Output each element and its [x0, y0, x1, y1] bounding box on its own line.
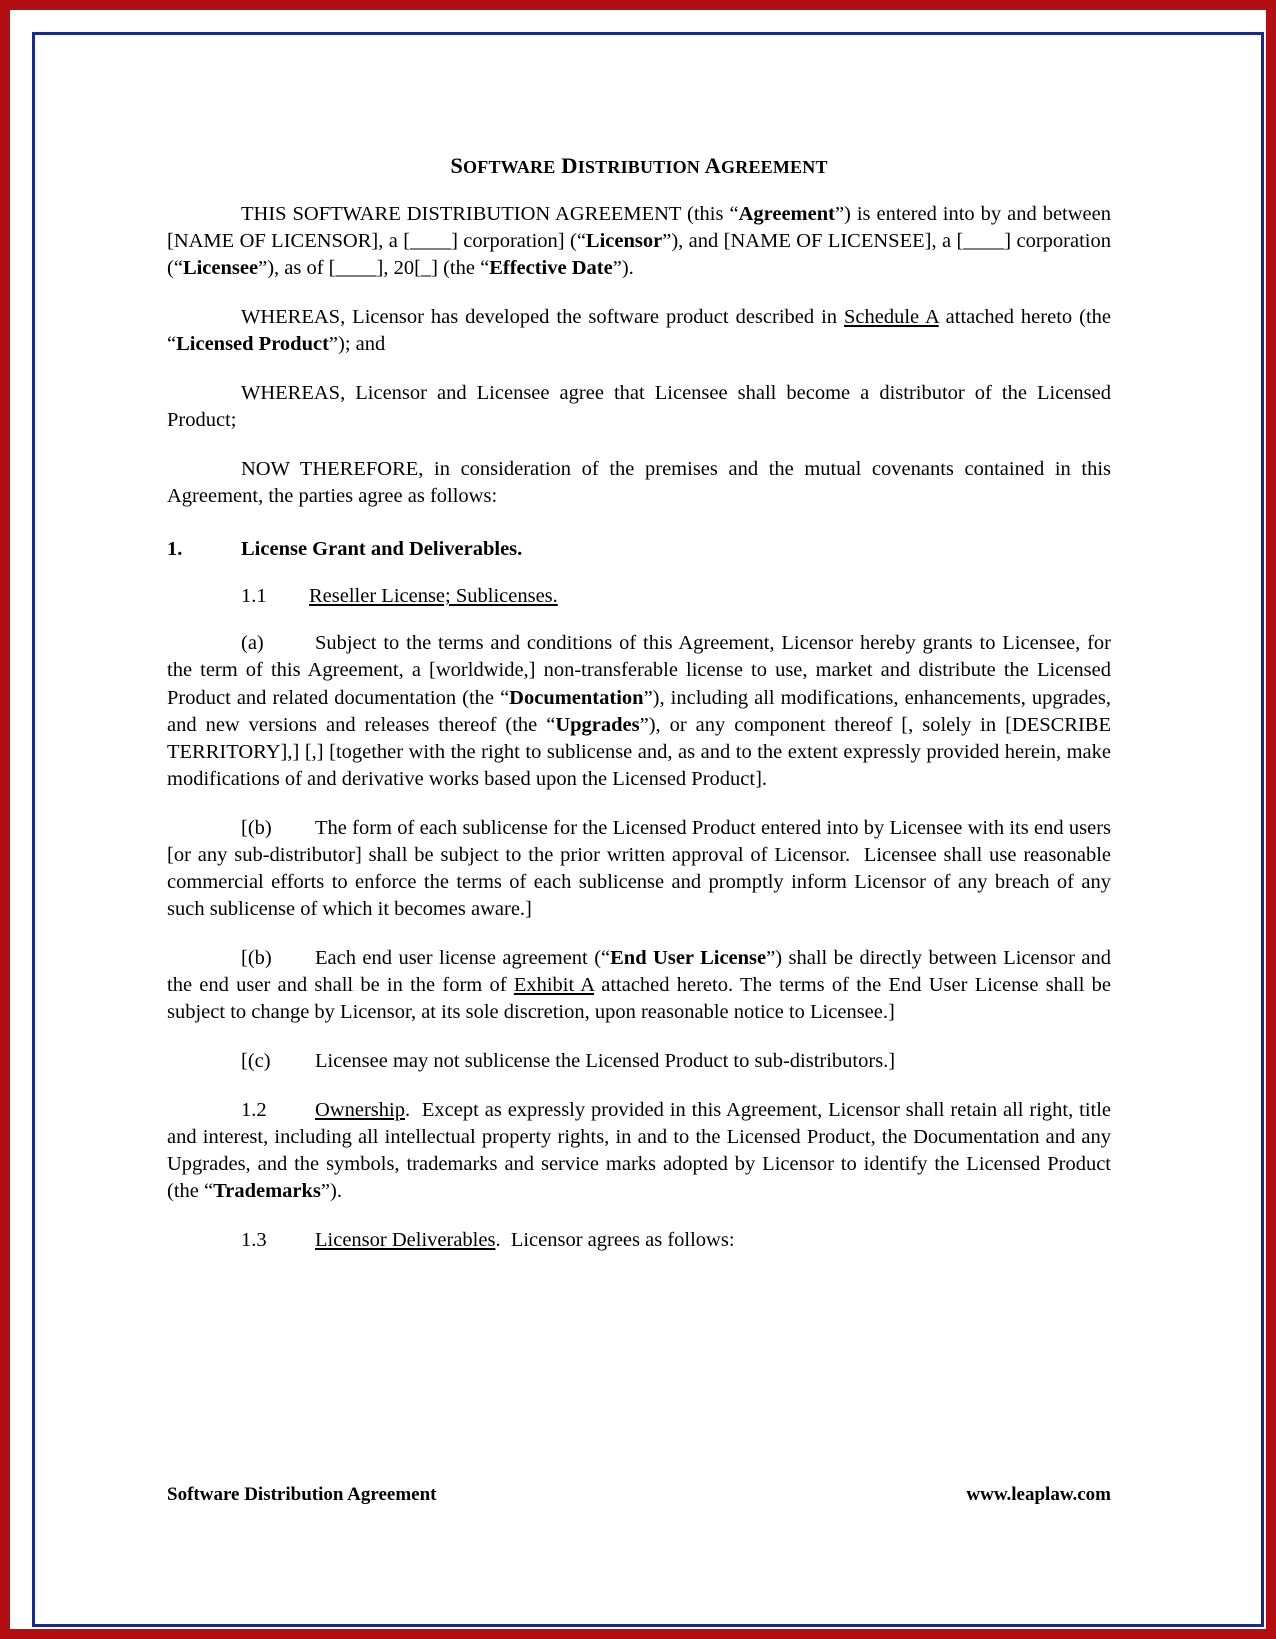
section-1-heading [167, 538, 1111, 561]
section-1-2-number: 1.2 [241, 1099, 267, 1122]
section-1-3-number: 1.3 [241, 1229, 267, 1252]
section-1-1-heading [167, 585, 1111, 608]
document-title: SOFTWARE DISTRIBUTION AGREEMENT [450, 153, 828, 178]
clause-a-label: (a) [241, 632, 264, 655]
page-footer [167, 1484, 1111, 1506]
section-1-3-title: Licensor Deliverables [315, 1229, 496, 1252]
clause-c-label: [(c) [241, 1050, 271, 1073]
clause-b-1-label: [(b) [241, 816, 272, 839]
section-1-title: License Grant and Deliverables. [241, 538, 523, 561]
clause-b-2: [(b) Each end user license agreement (“End User License”) shall be directly between Licensor and the end user and shall be in the form of Exhibit A attached hereto. The terms of the End User License shall be subject to change by Licensor, at its sole discretion, upon reasonable notice to Licensee.] [167, 946, 1112, 1023]
now-therefore-paragraph: NOW THEREFORE, in consideration of the premises and the mutual covenants contained in this Agreement, the parties agree as follows: [167, 458, 1111, 508]
section-1-1-number: 1.1 [241, 585, 267, 608]
document-sheet [35, 35, 1261, 1624]
whereas-paragraph-1: WHEREAS, Licensor has developed the software product described in Schedule A attached hereto (the “Licensed Product”); and [167, 306, 1111, 356]
section-1-3: 1.3 Licensor Deliverables. Licensor agrees as follows: [167, 1227, 1111, 1254]
clause-b-2-label: [(b) [241, 946, 272, 969]
page-inner-border [32, 32, 1264, 1627]
section-1-1-title: Reseller License; Sublicenses. [309, 585, 558, 608]
clause-c: [(c) Licensee may not sublicense the Licensed Product to sub-distributors.] [167, 1048, 1111, 1075]
clause-a: (a) Subject to the terms and conditions of this Agreement, Licensor hereby grants to Licensee, for the term of this Agreement, a [worldwide,] non-transferable license to use, market and distribute the Licensed Product and related documentation (the “Documentation”), including all modifications, enhancements, upgrades, and new versions and releases thereof (the “Upgrades”), or any component thereof [, solely in [DESCRIBE TERRITORY],] [,] [together with the right to sublicense and, as and to the extent expressly provided herein, make modifications of and derivative works based upon the Licensed Product]. [167, 632, 1111, 790]
whereas-paragraph-2: WHEREAS, Licensor and Licensee agree that Licensee shall become a distributor of the Licensed Product; [167, 382, 1111, 432]
section-1-number: 1. [167, 538, 183, 561]
preamble-paragraph: THIS SOFTWARE DISTRIBUTION AGREEMENT (this “Agreement”) is entered into by and between [NAME OF LICENSOR], a [____] corporation] (“Licensor”), and [NAME OF LICENSEE], a [____] corporation (“Licensee”), as of [____], 20[_] (the “Effective Date”). [167, 203, 1111, 280]
section-1-2-title: Ownership [315, 1099, 405, 1122]
clause-b-1: [(b) The form of each sublicense for the Licensed Product entered into by Licensee with its end users [or any sub-distributor] shall be subject to the prior written approval of Licensor. Licensee shall use reasonable commercial efforts to enforce the terms of each sublicense and promptly inform Licensor of any breach of any such sublicense of which it becomes aware.] [167, 816, 1111, 920]
footer-left-text: Software Distribution Agreement [167, 1484, 437, 1505]
footer-right-url: www.leaplaw.com [966, 1484, 1111, 1505]
section-1-2: 1.2 Ownership. Except as expressly provided in this Agreement, Licensor shall retain all right, title and interest, including all intellectual property rights, in and to the Licensed Product, the Documentation and any Upgrades, and the symbols, trademarks and service marks adopted by Licensor to identify the Licensed Product (the “Trademarks”). [167, 1099, 1111, 1203]
